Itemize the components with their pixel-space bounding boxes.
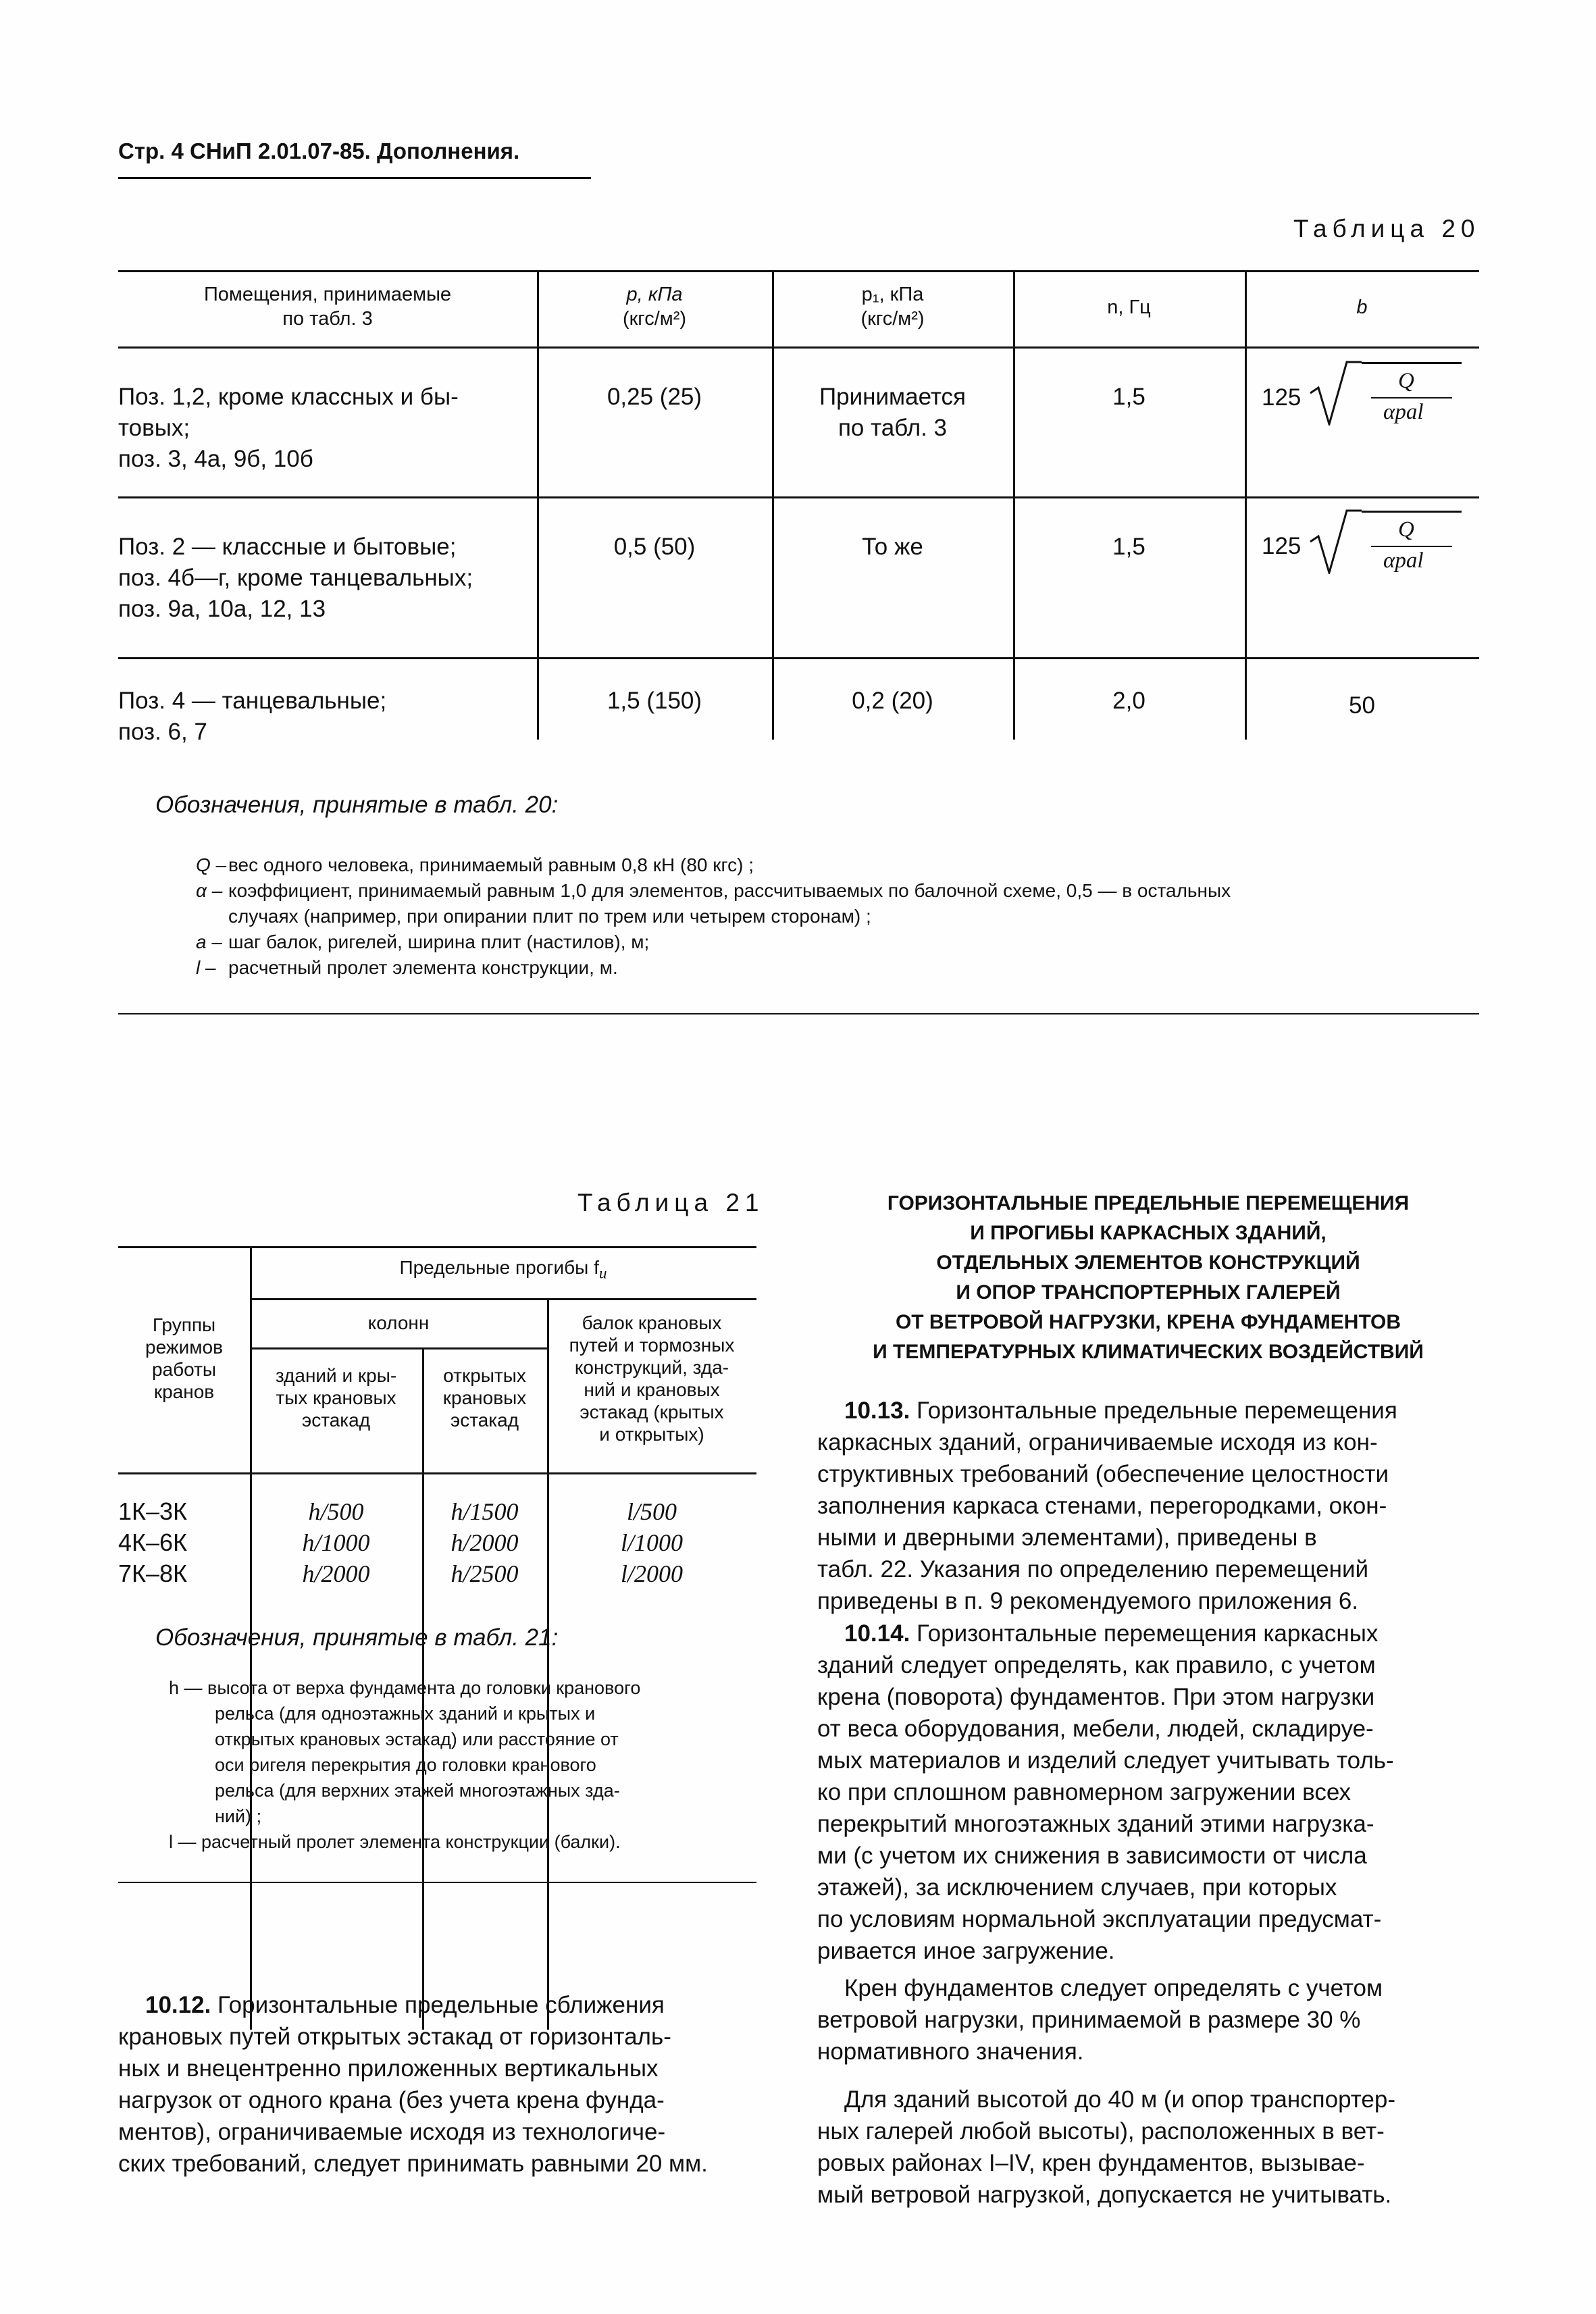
paragraph-10-12: 10.12. Горизонтальные предельные сближения крановых путей открытых эстакад от горизонталь- ных и внецентренно приложенных вертикальных нагрузок от одного крана (без учета крена фунда- ментов), ограничиваемые исходя из технологиче- ских требований, следует принимать равными 20 мм.	[118, 1992, 708, 2177]
table21-col-a: h/500 h/1000 h/2000	[302, 1498, 370, 1587]
page-header: Стр. 4 СНиП 2.01.07-85. Дополнения.	[118, 138, 520, 163]
paragraph-kren: Крен фундаментов следует определять с учетом ветровой нагрузки, принимаемой в размере 30 % нормативного значения.	[817, 1975, 1383, 2065]
table20-row3-p: 1,5 (150)	[607, 688, 702, 714]
table20-row-rule-1	[118, 496, 1479, 498]
table20-row1-p: 0,25 (25)	[607, 384, 702, 410]
table20-head-col4: n, Гц	[1107, 297, 1151, 318]
table20-head-col1: Помещения, принимаемые по табл. 3	[203, 284, 452, 330]
table20-head-col5: b	[1356, 297, 1368, 318]
table20-notes	[196, 852, 1479, 981]
table20-row2-name: Поз. 2 — классные и бытовые; поз. 4б—г, кроме танцевальных; поз. 9а, 10а, 12, 13	[118, 534, 473, 622]
table20-head-col2: p, кПа (кгс/м²)	[622, 284, 687, 330]
paragraph-10-14: 10.14. Горизонтальные перемещения каркасных зданий следует определять, как правило, с учетом крена (поворота) фундаментов. При этом нагрузки от веса оборудования, мебели, людей, складируе- мых материалов и изделий следует учитывать толь- ко при сплошном равномерном загружении всех перекрытий многоэтажных зданий этими нагрузка- ми (с учетом их снижения в зависимости от числа этажей), за исключением случаев, при которых по условиям нормальной эксплуатации предусмат- ривается иное загружение.	[817, 1620, 1394, 1964]
table20-row2-p: 0,5 (50)	[613, 534, 696, 560]
table21-head-group: Группы режимов работы кранов	[145, 1314, 223, 1402]
table21-head-rule	[250, 1298, 756, 1300]
table20-row3-n: 2,0	[1112, 688, 1145, 714]
table20-bottom-rule	[118, 1013, 1479, 1014]
section-title: ГОРИЗОНТАЛЬНЫЕ ПРЕДЕЛЬНЫЕ ПЕРЕМЕЩЕНИЯ И ПРОГИБЫ КАРКАСНЫХ ЗДАНИЙ, ОТДЕЛЬНЫХ ЭЛЕМЕНТОВ КОНСТРУКЦИЙ И ОПОР ТРАНСПОРТЕРНЫХ ГАЛЕРЕЙ ОТ ВЕТРОВОЙ НАГРУЗКИ, КРЕНА ФУНДАМЕНТОВ И ТЕМПЕРАТУРНЫХ КЛИМАТИЧЕСКИХ ВОЗДЕЙСТВИЙ	[873, 1192, 1424, 1363]
paragraph-10-13: 10.13. Горизонтальные предельные перемещения каркасных зданий, ограничиваемые исходя из кон- структивных требований (обеспечение целостности заполнения каркаса стенами, перегородками, окон- ными и дверными элементами), приведены в табл. 22. Указания по определению перемещений приведены в п. 9 рекомендуемого приложения 6.	[817, 1397, 1397, 1614]
table20-vline	[537, 270, 539, 740]
table20-row2-b-formula: 125 Q αpal	[1262, 507, 1464, 581]
note-item: случаях (например, при опирании плит по трем или четырем сторонам) ;	[228, 906, 871, 927]
table20-row3-b: 50	[1349, 692, 1375, 719]
table20-row1-n: 1,5	[1112, 384, 1145, 410]
table21-head-col-c: балок крановых путей и тормозных конструкций, зда- ний и крановых эстакад (крытых и открытых)	[569, 1312, 735, 1445]
table20-head-rule	[118, 346, 1479, 349]
paragraph-zdan: Для зданий высотой до 40 м (и опор транспортер- ных галерей любой высоты), расположенных в вет- ровых районах I–IV, крен фундаментов, вызывае- мый ветровой нагрузкой, допускается не учитывать.	[817, 2086, 1396, 2208]
table20-row1-p1: Принимается по табл. 3	[819, 384, 966, 441]
table20-caption: Таблица 20	[1293, 215, 1481, 242]
table21-head-col-b: открытых крановых эстакад	[442, 1365, 527, 1431]
table21-top-rule	[118, 1246, 756, 1248]
table21-col-c: l/500 l/1000 l/2000	[620, 1498, 683, 1587]
table20-notes-title: Обозначения, принятые в табл. 20:	[155, 792, 559, 818]
table20-row1-b-formula: 125 Q αpal	[1262, 358, 1464, 432]
sqrt-sign-icon	[1309, 358, 1363, 426]
header-rule	[118, 177, 591, 179]
table20-row1-name: Поз. 1,2, кроме классных и бы- товых; поз. 3, 4а, 9б, 10б	[118, 384, 459, 472]
table21-col-b: h/1500 h/2000 h/2500	[451, 1498, 519, 1587]
table20-row3-name: Поз. 4 — танцевальные; поз. 6, 7	[118, 688, 387, 745]
table21-head-col-a: зданий и кры- тых крановых эстакад	[275, 1365, 397, 1431]
table21-head-limit: Предельные прогибы $f_u$	[399, 1257, 607, 1283]
note-item: α – коэффициент, принимаемый равным 1,0 для элементов, рассчитываемых по балочной схеме, 0,5 — в остальных	[196, 880, 1231, 901]
table20-head-col3: p₁, кПа (кгс/м²)	[860, 284, 925, 330]
table21-notes-title: Обозначения, принятые в табл. 21:	[155, 1624, 559, 1651]
table20-row2-n: 1,5	[1112, 534, 1145, 560]
table20-row2-p1: То же	[862, 534, 923, 560]
sqrt-sign-icon	[1309, 507, 1363, 574]
table21-head-bottom-rule	[118, 1472, 756, 1474]
table21-notes: h — высота от верха фундамента до головки кранового рельса (для одноэтажных зданий и крытых и открытых крановых эстакад) или расстояние от оси ригеля перекрытия до головки кранового рельса (для верхних этажей многоэтажных зда- ний) ; l — расчетный пролет элемента конструкции (балки).	[169, 1678, 641, 1852]
table20-vline	[1013, 270, 1015, 740]
table21-group-col: 1К–3К 4К–6К 7К–8К	[118, 1497, 188, 1587]
table20-vline	[1245, 270, 1247, 740]
table21-head-columns: колонн	[367, 1312, 430, 1333]
note-item: Q – вес одного человека, принимаемый равным 0,8 кН (80 кгс) ;	[196, 854, 754, 875]
note-item: a – шаг балок, ригелей, ширина плит (настилов), м;	[196, 931, 650, 952]
table20-top-rule	[118, 270, 1479, 272]
table20-vline	[772, 270, 774, 740]
table21-head-rule	[250, 1347, 547, 1349]
table21-caption: Таблица 21	[577, 1189, 765, 1216]
table21-bottom-rule	[118, 1882, 756, 1883]
note-item: l – расчетный пролет элемента конструкции, м.	[196, 957, 618, 978]
table20-row-rule-2	[118, 657, 1479, 659]
table20-row3-p1: 0,2 (20)	[852, 688, 933, 714]
